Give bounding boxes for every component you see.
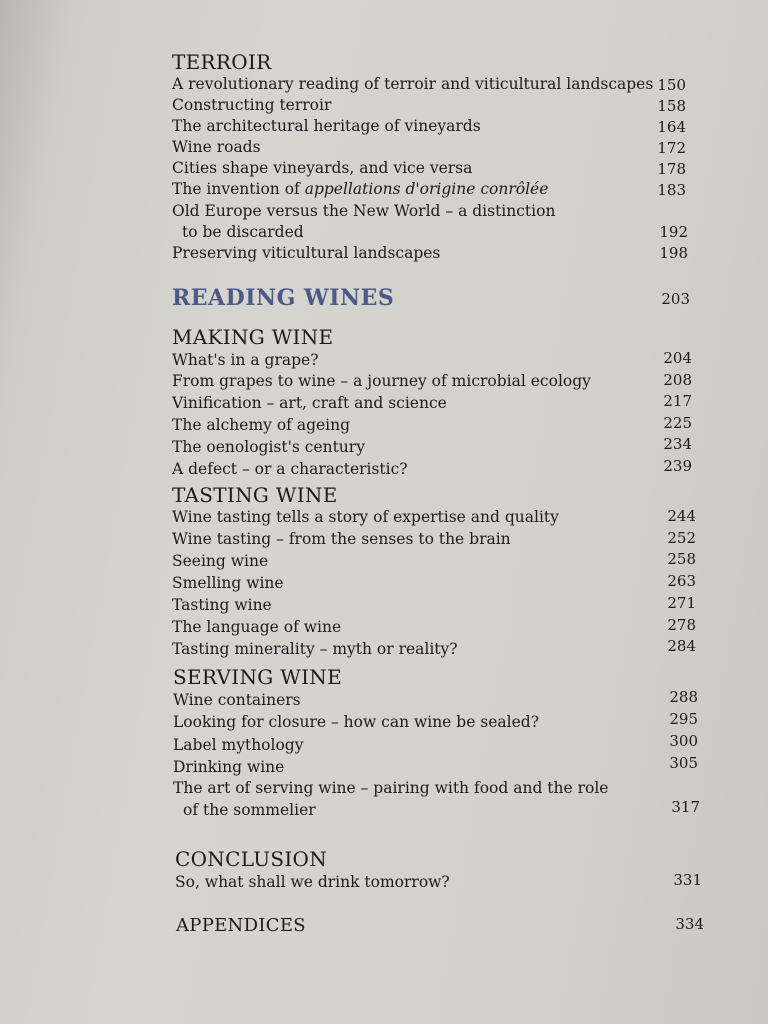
toc-page-number: 252 (667, 529, 696, 547)
toc-page-number: 164 (657, 118, 686, 136)
toc-entry: Seeing wine (172, 552, 269, 570)
toc-entry: A defect – or a characteristic? (172, 460, 408, 478)
section-title-serving-wine: SERVING WINE (173, 665, 342, 689)
toc-page-number: 317 (671, 798, 700, 816)
toc-entry: Old Europe versus the New World – a distinction (172, 202, 556, 220)
toc-page-number: 158 (657, 97, 686, 115)
toc-page-number: 178 (657, 160, 686, 178)
toc-page-number: 225 (663, 414, 692, 432)
toc-page-number: 239 (663, 457, 692, 475)
toc-entry: Looking for closure – how can wine be sealed? (173, 713, 540, 731)
toc-entry: The art of serving wine – pairing with food and the role (173, 779, 609, 797)
toc-page-number: 258 (667, 550, 696, 568)
toc-entry: Wine containers (173, 691, 301, 709)
toc-entry: Wine tasting tells a story of expertise and quality (172, 508, 559, 526)
toc-entry: Smelling wine (172, 574, 284, 592)
section-title-making-wine: MAKING WINE (172, 325, 334, 349)
toc-entry: Drinking wine (173, 758, 285, 776)
toc-page-number: 284 (667, 637, 696, 655)
section-title-terroir: TERROIR (172, 50, 272, 74)
toc-entry: The architectural heritage of vineyards (172, 117, 481, 135)
toc-page-number: 278 (667, 616, 696, 634)
toc-entry: Label mythology (173, 736, 304, 754)
section-title-conclusion: CONCLUSION (175, 847, 328, 871)
toc-entry-continuation: to be discarded (182, 223, 304, 241)
toc-entry-continuation: of the sommelier (183, 801, 316, 819)
toc-page-number: 208 (663, 371, 692, 389)
toc-entry: What's in a grape? (172, 351, 319, 369)
toc-page-number: 150 (657, 76, 686, 94)
toc-page-number: 244 (667, 507, 696, 525)
toc-entry: Constructing terroir (172, 96, 332, 114)
toc-page-number: 263 (667, 572, 696, 590)
toc-page-number: 305 (669, 754, 698, 772)
toc-page-number: 271 (667, 594, 696, 612)
toc-entry: Preserving viticultural landscapes (172, 244, 441, 262)
toc-entry: Tasting wine (172, 596, 272, 614)
toc-entry: Wine roads (172, 138, 261, 156)
section-title-appendices: APPENDICES (176, 915, 306, 936)
toc-page-number: 288 (669, 688, 698, 706)
toc-page-number: 172 (657, 139, 686, 157)
toc-entry: The oenologist's century (172, 438, 365, 456)
toc-entry: The language of wine (172, 618, 342, 636)
toc-entry-italic: appellations d'origine conrôlée (304, 180, 549, 198)
part-title-reading-wines: READING WINES (172, 285, 395, 311)
toc-entry: From grapes to wine – a journey of microbial ecology (172, 372, 591, 390)
toc-entry (172, 180, 548, 198)
toc-entry: Cities shape vineyards, and vice versa (172, 159, 473, 177)
section-title-tasting-wine: TASTING WINE (172, 483, 338, 507)
toc-page-number: 217 (663, 392, 692, 410)
toc-entry: The alchemy of ageing (172, 416, 351, 434)
toc-page-number: 334 (675, 915, 704, 933)
toc-page-number: 295 (669, 710, 698, 728)
toc-entry: So, what shall we drink tomorrow? (175, 873, 450, 891)
toc-page-number: 192 (659, 223, 688, 241)
toc-page-number: 300 (669, 732, 698, 750)
toc-entry-prefix: The invention of (172, 180, 305, 198)
toc-page-number: 198 (659, 244, 688, 262)
toc-entry: Tasting minerality – myth or reality? (172, 640, 458, 658)
toc-page-number: 204 (663, 349, 692, 367)
toc-entry: A revolutionary reading of terroir and viticultural landscapes (172, 75, 654, 93)
toc-page-number: 331 (673, 871, 702, 889)
toc-entry: Wine tasting – from the senses to the brain (172, 530, 511, 548)
toc-entry: Vinification – art, craft and science (172, 394, 447, 412)
toc-page-number: 183 (657, 181, 686, 199)
toc-page-number: 234 (663, 435, 692, 453)
toc-page-number: 203 (661, 290, 690, 308)
